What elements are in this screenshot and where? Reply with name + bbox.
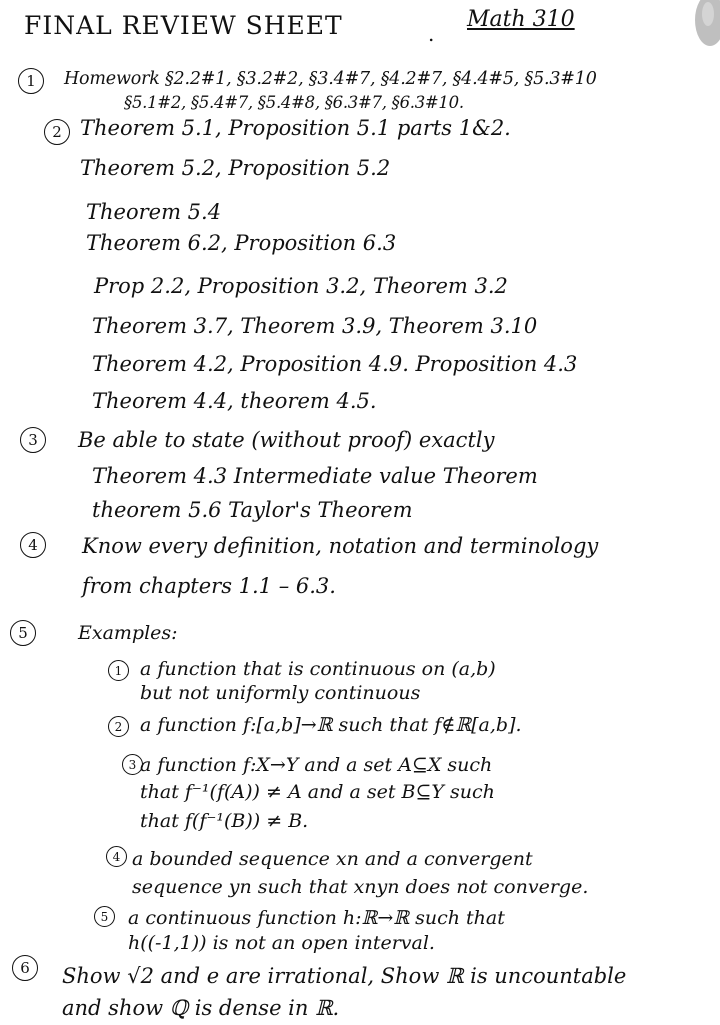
theorem-line-6: Theorem 3.7, Theorem 3.9, Theorem 3.10 [92,314,538,338]
item-number-6: 6 [12,955,38,981]
theorem-line-4: Theorem 6.2, Proposition 6.3 [86,231,397,255]
theorem-line-7: Theorem 4.2, Proposition 4.9. Proposition 4.3 [92,352,578,376]
example-5-line-1: a continuous function h:ℝ→ℝ such that [128,907,505,929]
theorem-line-3: Theorem 5.4 [86,200,222,224]
irrational-line-2: and show ℚ is dense in ℝ. [62,996,340,1020]
example-number-2: 2 [108,716,129,737]
definition-line-1: Know every definition, notation and terminology [82,534,599,558]
item-number-5: 5 [10,620,36,646]
course-name: Math 310 [467,7,575,32]
theorem-line-2: Theorem 5.2, Proposition 5.2 [80,156,391,180]
item-number-1: 1 [18,68,44,94]
state-line-1: Be able to state (without proof) exactly [78,428,495,452]
theorem-line-8: Theorem 4.4, theorem 4.5. [92,389,377,413]
state-line-3: theorem 5.6 Taylor's Theorem [92,498,413,522]
state-line-2: Theorem 4.3 Intermediate value Theorem [92,464,538,488]
example-1-line-2: but not uniformly continuous [140,682,421,704]
homework-line-2: §5.1#2, §5.4#7, §5.4#8, §6.3#7, §6.3#10. [124,93,464,112]
item-number-4: 4 [20,532,46,558]
example-3-line-3: that f(f⁻¹(B)) ≠ B. [140,810,309,832]
example-3-line-1: a function f:X→Y and a set A⊆X such [140,754,493,776]
theorem-line-1: Theorem 5.1, Proposition 5.1 parts 1&2. [80,116,511,140]
example-5-line-2: h((-1,1)) is not an open interval. [128,932,435,954]
example-3-line-2: that f⁻¹(f(A)) ≠ A and a set B⊆Y such [140,781,495,803]
item-number-3: 3 [20,427,46,453]
sheet-title: FINAL REVIEW SHEET [24,11,343,40]
title-dot: . [428,22,435,46]
item-number-2: 2 [44,119,70,145]
theorem-line-5: Prop 2.2, Proposition 3.2, Theorem 3.2 [94,274,508,298]
example-number-4: 4 [106,846,127,867]
irrational-line-1: Show √2 and e are irrational, Show ℝ is uncountable [62,964,627,988]
example-1-line-1: a function that is continuous on (a,b) [140,658,496,680]
example-2-line-1: a function f:[a,b]→ℝ such that f∉ℝ[a,b]. [140,714,522,736]
example-number-1: 1 [108,660,129,681]
example-4-line-2: sequence yn such that xnyn does not converge. [132,876,589,898]
example-number-5: 5 [94,906,115,927]
example-4-line-1: a bounded sequence xn and a convergent [132,848,533,870]
definition-line-2: from chapters 1.1 – 6.3. [82,574,336,598]
examples-heading: Examples: [78,622,178,644]
homework-line-1: Homework §2.2#1, §3.2#2, §3.4#7, §4.2#7, §4.4#5, §5.3#10 [64,69,597,89]
example-number-3: 3 [122,754,143,775]
corner-smudge [688,0,720,56]
